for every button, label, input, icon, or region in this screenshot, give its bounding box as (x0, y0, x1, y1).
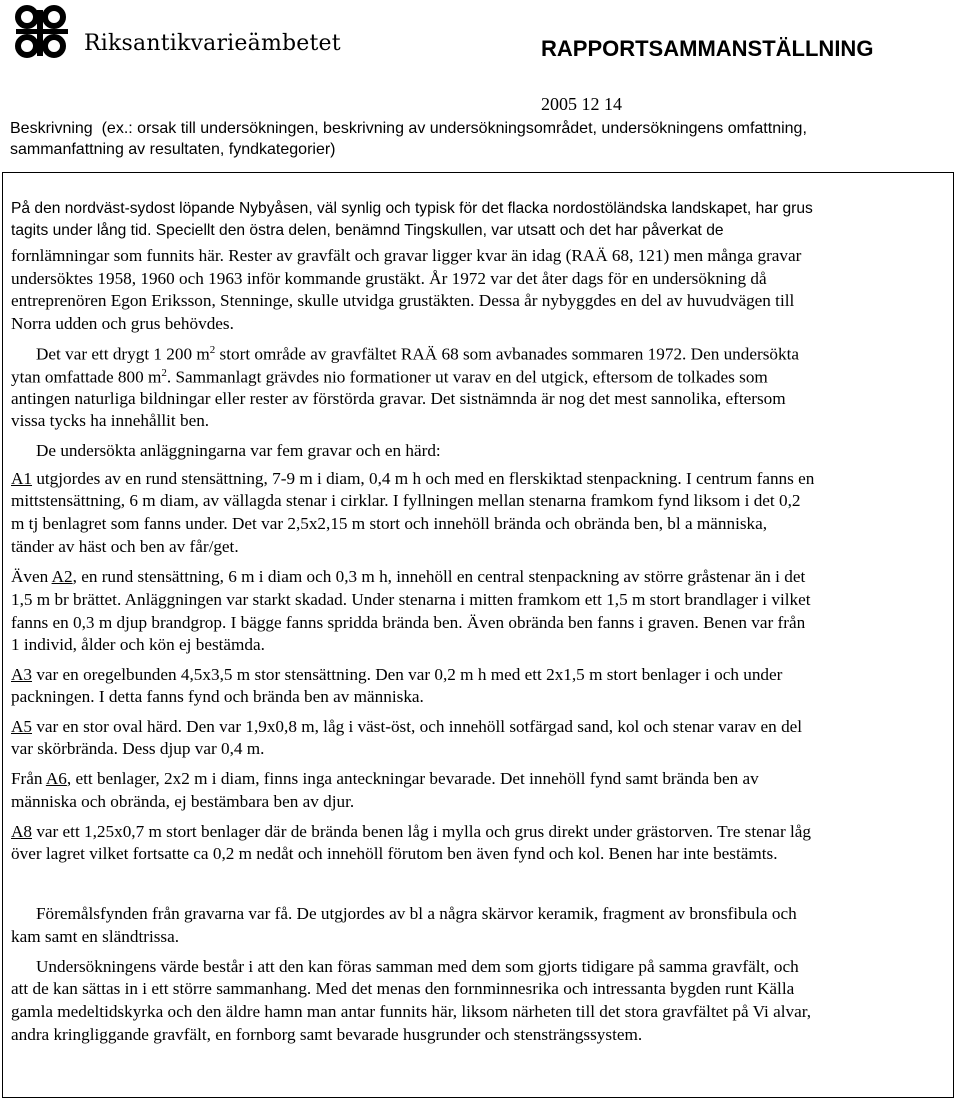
report-title: RAPPORTSAMMANSTÄLLNING (541, 36, 874, 61)
text-line: A3 var en oregelbunden 4,5x3,5 m stor stensättning. Den var 0,2 m h med ett 2x1,5 m stort benlager i och under (11, 665, 783, 684)
text-line: människa och obrända, ej bestämbara ben av djur. (11, 792, 355, 811)
text-line: tagits under lång tid. Speciellt den östra delen, benämnd Tingskullen, var utsatt och det har påverkat de (11, 222, 724, 239)
text-line: fornlämningar som funnits här. Rester av gravfält och gravar ligger kvar än idag (RAÄ 68, 121) men många gravar (11, 246, 802, 265)
text-line: mittstensättning, 6 m diam, av vällagda stenar i cirklar. I fyllningen mellan stenarna framkom fynd liksom i det 0,2 (11, 491, 801, 510)
text-line: fanns en 0,3 m djup brandgrop. I bägge fanns spridda brända ben. Även obrända ben fanns i graven. Benen var från (11, 613, 806, 632)
text-line: kam samt en sländtrissa. (11, 927, 180, 946)
text-line: att de kan sättas in i ett större sammanhang. Med det menas den fornminnesrika och intressanta bygden runt Källa (11, 979, 795, 998)
description-hint: (ex.: orsak till undersökningen, beskrivning av undersökningsområdet, undersökningens omfattning, (101, 120, 807, 137)
text-line: över lagret vilket fortsatte ca 0,2 m nedåt och innehöll förutom ben även fynd och kol. Benen har inte bestämts. (11, 844, 778, 863)
text-line: andra kringliggande gravfält, en fornborg samt bevarade husgrunder och stensträngssystem. (11, 1025, 643, 1044)
text-line: packningen. I detta fanns fynd och brända ben av människa. (11, 687, 424, 706)
text-line: A5 var en stor oval härd. Den var 1,9x0,8 m, låg i väst-öst, och innehöll sotfärgad sand, kol och stenar varav en del (11, 717, 803, 736)
text-line: Det var ett drygt 1 200 $m^2$ stort område av gravfältet RAÄ 68 som avbanades sommaren 1972. Den undersökta (36, 344, 799, 364)
text-line: tänder av häst och ben av får/get. (11, 537, 239, 556)
raa-logo-icon (14, 4, 74, 60)
text-line: A8 var ett 1,25x0,7 m stort benlager där de brända benen låg i mylla och grus direkt under grästorven. Tre stenar låg (11, 822, 811, 841)
text-line: antingen naturliga bildningar eller rester av förstörda gravar. Det sistnämnda är nog det mest sannolika, eftersom (11, 389, 786, 408)
text-line: A1 utgjordes av en rund stensättning, 7-9 m i diam, 0,4 m h och med en flerskiktad stenpackning. I centrum fanns en (11, 469, 815, 488)
description-box (2, 172, 954, 1098)
description-label: Beskrivning (10, 120, 93, 137)
text-line: ytan omfattade 800 $m^2$. Sammanlagt grävdes nio formationer ut varav en del utgick, eftersom de tolkades som (11, 367, 768, 387)
text-line: undersöktes 1958, 1960 och 1963 inför kommande grustäkt. År 1972 var det åter dags för en undersökning då (11, 269, 767, 288)
text-line: var skörbrända. Dess djup var 0,4 m. (11, 739, 265, 758)
report-date: 2005 12 14 (541, 94, 622, 114)
text-line: Undersökningens värde består i att den kan föras samman med dem som gjorts tidigare på samma gravfält, och (36, 957, 799, 976)
feature-a8-label: A8 (11, 822, 33, 841)
text-line: Norra udden och grus behövdes. (11, 314, 234, 333)
feature-a5-label: A5 (11, 717, 33, 736)
page-header (0, 0, 960, 114)
text-line: 1,5 m br brättet. Anläggningen var starkt skadad. Under stenarna i mitten framkom ett 1,5 m stort brandlager i vilket (11, 590, 811, 609)
text-line: Från A6, ett benlager, 2x2 m i diam, finns inga anteckningar bevarade. Det innehöll fynd samt brända ben av (11, 769, 759, 788)
feature-a3-label: A3 (11, 665, 33, 684)
feature-a1-label: A1 (11, 469, 33, 488)
text-line: På den nordväst-sydost löpande Nybyåsen, väl synlig och typisk för det flacka nordostöländska landskapet, har grus (11, 200, 813, 217)
text-line: 1 individ, ålder och kön ej bestämda. (11, 635, 265, 654)
text-line: entreprenören Egon Eriksson, Stenninge, skulle utvidga grustäkten. Dessa år nybyggdes en del av huvudvägen till (11, 291, 795, 310)
feature-a2-label: A2 (51, 567, 73, 586)
text-line: Även A2, en rund stensättning, 6 m i diam och 0,3 m h, innehöll en central stenpackning av större gråstenar än i det (11, 567, 806, 586)
description-heading (10, 118, 950, 160)
description-line-1 (10, 118, 950, 139)
text-line: Föremålsfynden från gravarna var få. De utgjordes av bl a några skärvor keramik, fragment av bronsfibula och (36, 904, 797, 923)
text-line: De undersökta anläggningarna var fem gravar och en härd: (36, 441, 441, 460)
text-line: m tj benlagret som fanns under. Det var 2,5x2,15 m stort och innehöll brända och obrända ben, bl a människa, (11, 514, 768, 533)
text-line: vissa tycks ha innehållit ben. (11, 411, 210, 430)
description-line-2: sammanfattning av resultaten, fyndkategorier) (10, 141, 336, 158)
text-line: gamla medeltidskyrka och den äldre hamn man antar funnits här, liksom närheten till det stora gravfältet på Vi alvar, (11, 1002, 812, 1021)
organization-name: Riksantikvarieämbetet (84, 31, 341, 56)
feature-a6-label: A6 (45, 769, 67, 788)
